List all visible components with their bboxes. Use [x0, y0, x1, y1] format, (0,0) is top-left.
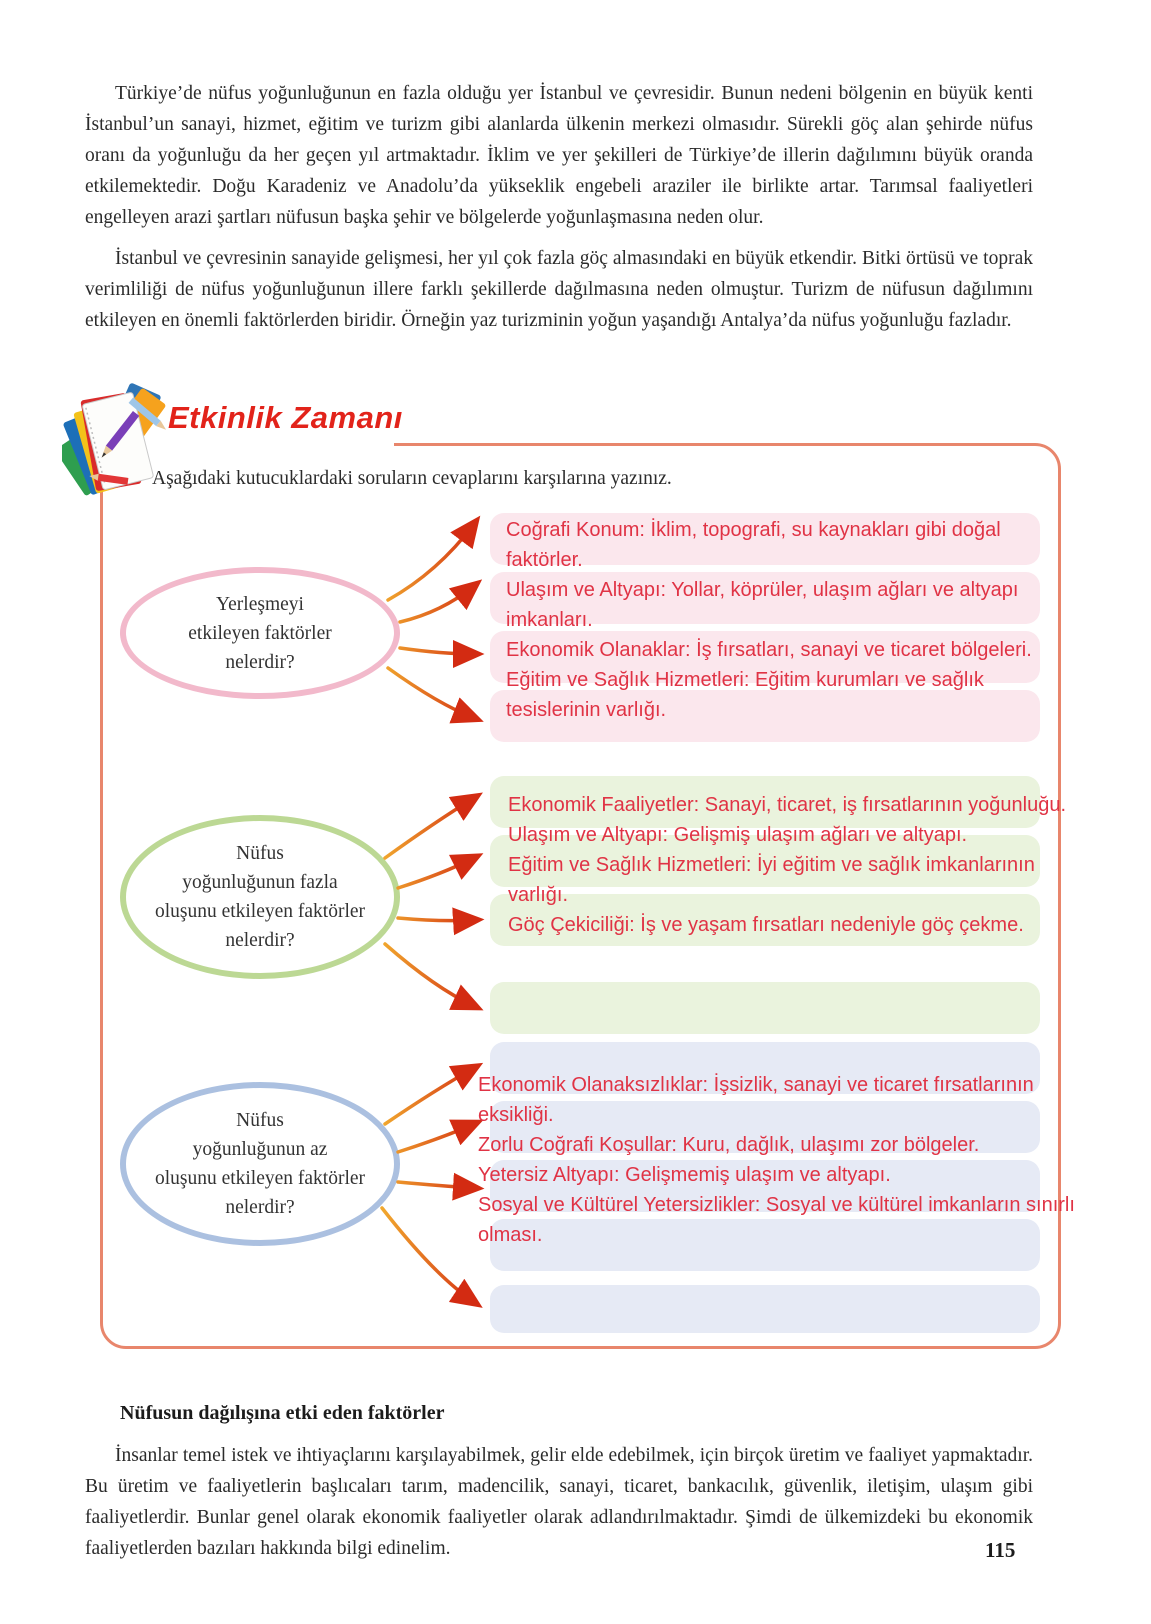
activity-instruction: Aşağıdaki kutucuklardaki soruların cevaplarını karşılarına yazınız. [152, 468, 672, 489]
intro-paragraph-2: İstanbul ve çevresinin sanayide gelişmesi, her yıl çok fazla göç almasındaki en büyük etkendir. Bitki örtüsü ve toprak verimliliği de nüfus yoğunluğunun illere farklı şekillerde dağılmasına neden olmuştur. Turizm de nüfusun dağılımını etkileyen en önemli faktörlerden biridir. Örneğin yaz turizminin yoğun yaşandığı Antalya’da nüfus yoğunluğu fazladır. [85, 248, 1033, 331]
question-text: Nüfus yoğunluğunun fazla oluşunu etkileyen faktörler nelerdir? [154, 843, 366, 951]
answer-box [490, 1285, 1040, 1333]
question-text: Yerleşmeyi etkileyen faktörler nelerdir? [188, 593, 332, 673]
intro-paragraph-1: Türkiye’de nüfus yoğunluğunun en fazla olduğu yer İstanbul ve çevresidir. Bunun nedeni bölgenin en büyük kenti İstanbul’un sanayi, hizmet, eğitim ve turizm gibi alanlarda ülkenin merkezi olmasıdır. Sürekli göç alan şehirde nüfus oranı da yoğunluğu da her geçen yıl artmaktadır. İklim ve yer şekilleri de Türkiye’de illerin dağılımını büyük oranda etkilemektedir. Doğu Karadeniz ve Anadolu’da yükseklik engebeli araziler ile birlikte artar. Tarımsal faaliyetleri engelleyen arazi şartları nüfusun başka şehir ve bölgelerde yoğunlaşmasına neden olur. [85, 83, 1033, 228]
page-number: 115 [985, 1538, 1016, 1562]
activity-title: Etkinlik Zamanı [168, 400, 403, 435]
section-paragraph: İnsanlar temel istek ve ihtiyaçlarını karşılayabilmek, gelir elde edebilmek, için birçok üretim ve faaliyet yapmaktadır. Bu üretim ve faaliyetlerin başlıcaları tarım, madencilik, sanayi, ticaret, bankacılık, güvenlik, iletişim, ulaşım gibi faaliyetlerdir. Bunlar genel olarak ekonomik faaliyetler olarak adlandırılmaktadır. Şimdi de ülkemizdeki bu ekonomik faaliyetlerden bazıları hakkında bilgi edinelim. [85, 1445, 1033, 1559]
question-ellipse-settlement [120, 567, 400, 699]
question-text: Nüfus yoğunluğunun az oluşunu etkileyen faktörler nelerdir? [154, 1110, 366, 1218]
question-ellipse-low-density [120, 1082, 400, 1246]
section-heading: Nüfusun dağılışına etki eden faktörler [120, 1402, 445, 1424]
activity-notebook-icon [62, 380, 168, 511]
answer-box [490, 982, 1040, 1034]
question-ellipse-high-density [120, 815, 400, 979]
handwritten-answers-low-density: Ekonomik Olanaksızlıklar: İşsizlik, sanayi ve ticaret fırsatlarının eksikliği. Zorlu Coğrafi Koşullar: Kuru, dağlık, ulaşımı zor bölgeler. Yetersiz Altyapı: Gelişmemiş ulaşım ve altyapı. Sosyal ve Kültürel Yetersizlikler: Sosyal ve kültürel imkanların sınırlı olması. [478, 1074, 1075, 1246]
handwritten-answers-settlement: Coğrafi Konum: İklim, topografi, su kaynakları gibi doğal faktörler. Ulaşım ve Altyapı: Yollar, köprüler, ulaşım ağları ve altyapı imkanları. Ekonomik Olanaklar: İş fırsatları, sanayi ve ticaret bölgeleri. Eğitim ve Sağlık Hizmetleri: Eğitim kurumları ve sağlık tesislerinin varlığı. [506, 519, 1032, 721]
handwritten-answers-high-density: Ekonomik Faaliyetler: Sanayi, ticaret, iş fırsatlarının yoğunluğu. Ulaşım ve Altyapı: Gelişmiş ulaşım ağları ve altyapı. Eğitim ve Sağlık Hizmetleri: İyi eğitim ve sağlık imkanlarının varlığı. Göç Çekiciliği: İş ve yaşam fırsatları nedeniyle göç çekme. [508, 794, 1067, 936]
